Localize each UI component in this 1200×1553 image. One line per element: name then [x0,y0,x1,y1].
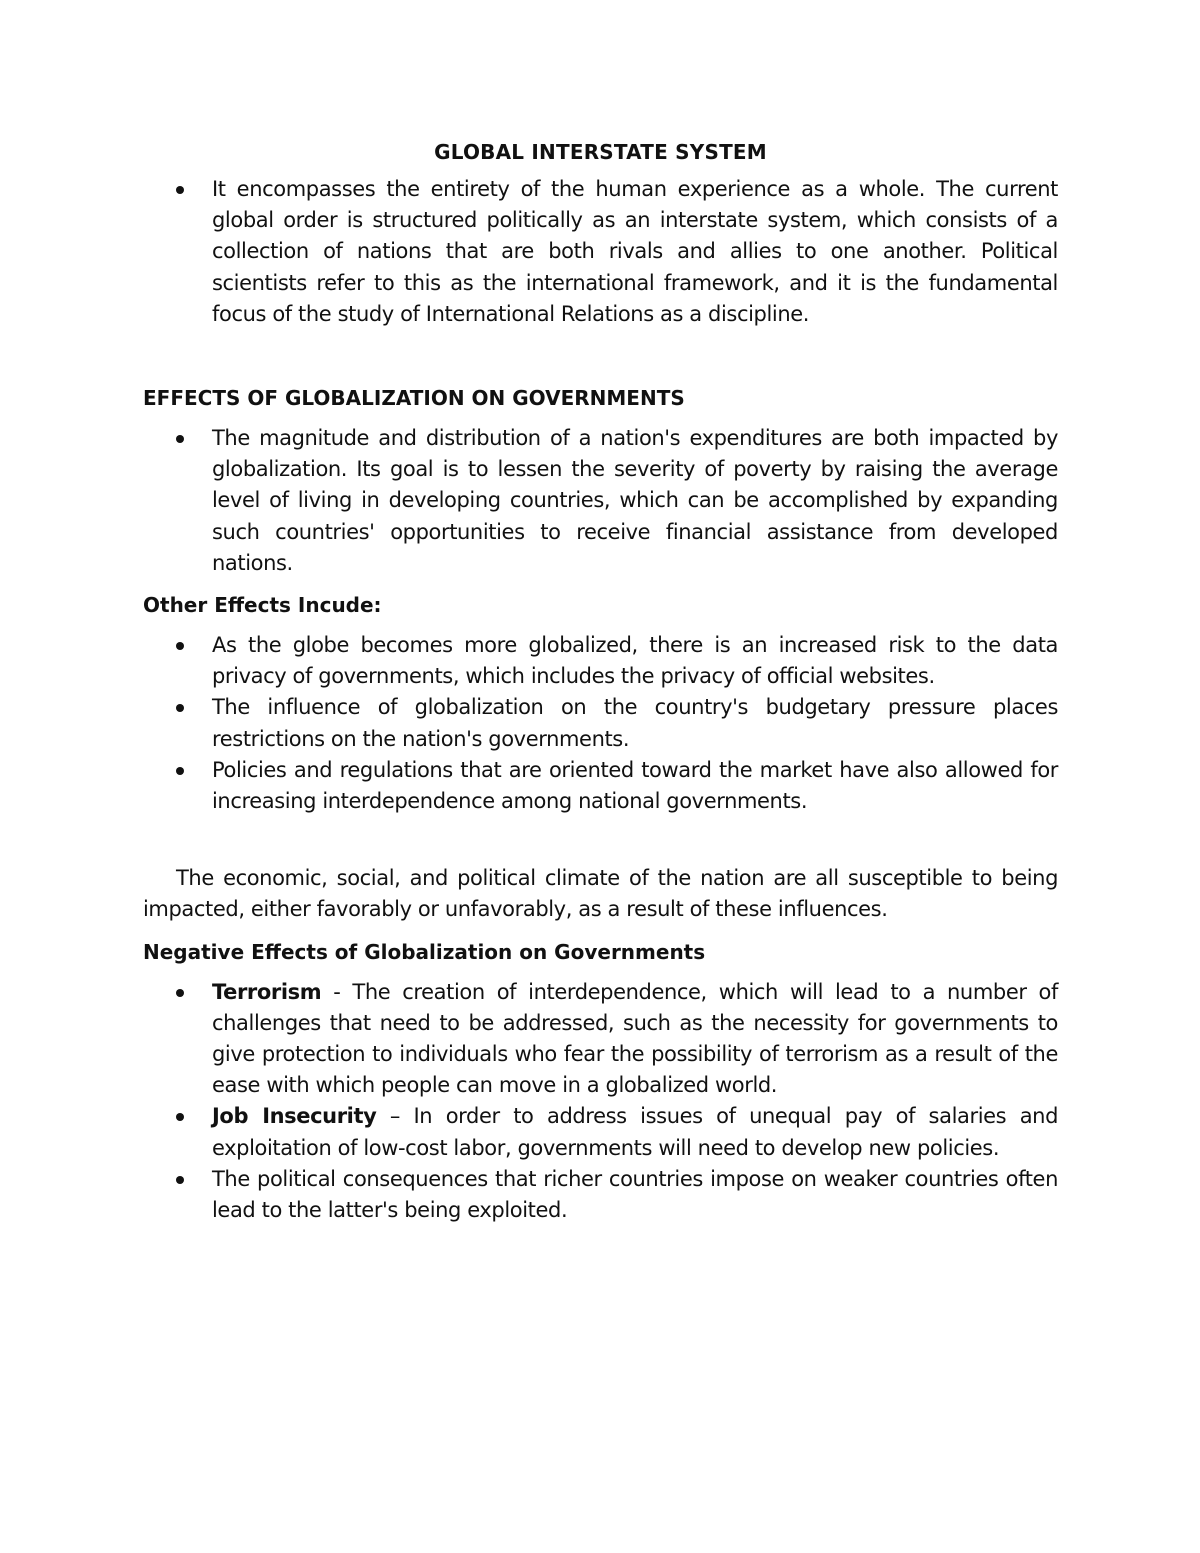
list-item-text: The political consequences that richer countries impose on weaker countries often lead to the latter's being exploited. [212,1166,1058,1223]
bullet-dot-icon [176,767,184,775]
section-heading-effects: EFFECTS OF GLOBALIZATION ON GOVERNMENTS [143,386,685,411]
document-page [143,140,1058,1226]
list-item-text: The influence of globalization on the country's budgetary pressure places restrictions on the nation's governments. [212,695,1058,751]
intro-bullet [143,174,1058,330]
list-item [143,755,1058,817]
list-item [143,1101,1058,1163]
section-heading-negative-effects: Negative Effects of Globalization on Governments [143,939,706,964]
list-item-term: Terrorism [212,979,322,1004]
list-item [143,423,1058,579]
list-item [143,1164,1058,1226]
bullet-dot-icon [176,989,184,997]
list-item [143,692,1058,754]
bullet-dot-icon [176,186,184,194]
bullet-dot-icon [176,435,184,443]
intro-bullet-text: It encompasses the entirety of the human experience as a whole. The current global order is structured politically as an interstate system, which consists of a collection of nations that are both rivals and allies to one another. Political scientists refer to this as the international framework, and it is the fundamental focus of the study of International Relations as a discipline. [212,177,1058,326]
section-heading-other-effects: Other Effects Incude: [143,593,382,618]
list-item [143,630,1058,692]
list-item-term: Job Insecurity [212,1104,377,1129]
intro-list [143,174,1058,330]
list-item-text: As the globe becomes more globalized, there is an increased risk to the data privacy of governments, which includes the privacy of official websites. [212,633,1058,689]
bullet-dot-icon [176,704,184,712]
document-title: GLOBAL INTERSTATE SYSTEM [434,140,767,164]
summary-paragraph: The economic, social, and political climate of the nation are all susceptible to being impacted, either favorably or unfavorably, as a result of these influences. [143,866,1058,922]
list-item [143,977,1058,1102]
list-item-text: The magnitude and distribution of a nation's expenditures are both impacted by globalization. Its goal is to lessen the severity of poverty by raising the average level of living in developing countries, which can be accomplished by expanding such countries' opportunities to receive financial assistance from developed nations. [212,426,1058,575]
list-item-text: – In order to address issues of unequal pay of salaries and exploitation of low-cost labor, governments will need to develop new policies. [212,1104,1059,1160]
bullet-dot-icon [176,1113,184,1121]
negative-effects-list [143,977,1058,1227]
bullet-dot-icon [176,1176,184,1184]
effects-list [143,423,1058,579]
list-item-text: - The creation of interdependence, which will lead to a number of challenges that need to be addressed, such as the necessity for governments to give protection to individuals who fear the possibility of terrorism as a result of the ease with which people can move in a globalized world. [212,979,1058,1098]
other-effects-list [143,630,1058,817]
bullet-dot-icon [176,642,184,650]
list-item-text: Policies and regulations that are oriented toward the market have also allowed for increasing interdependence among national governments. [212,757,1058,814]
